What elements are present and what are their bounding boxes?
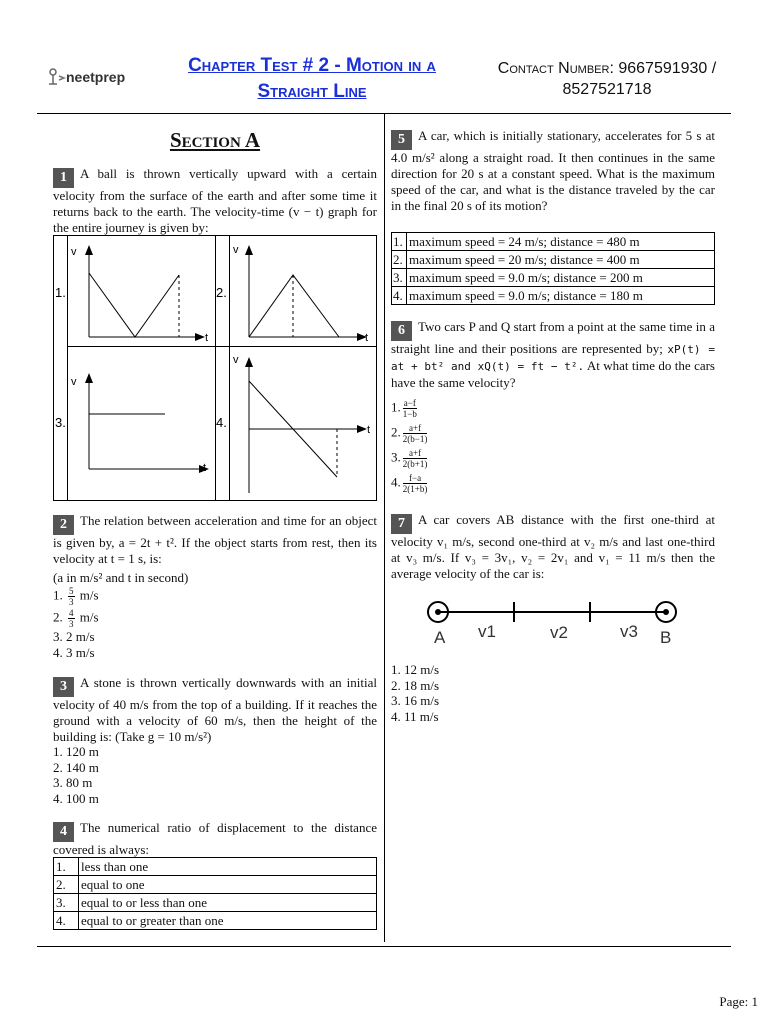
question-text-2: At what time do the cars have the same velocity? (391, 358, 715, 390)
question-7 (391, 512, 715, 582)
fraction: $\frac{f-a}{2(1+b)}$ (402, 473, 428, 494)
question-5 (391, 128, 715, 214)
question-text: A car, which is initially stationary, accelerates for 5 s at 4.0 m/s² along a straight road. It then continues in the same direction for 20 s at a constant speed. What is the maximum speed of the car, and what is the distance traveled by the car in the final 20 s of its motion? (391, 128, 715, 213)
question-2 (53, 513, 377, 567)
v1-label: v1 (478, 622, 496, 641)
q7-distance-diagram (418, 592, 688, 652)
q2-option-2[interactable] (53, 608, 99, 629)
contact-label: Contact Number (497, 60, 610, 77)
t-axis-label: t (365, 332, 369, 344)
title-line-1[interactable]: Chapter Test # 2 - Motion in a (188, 55, 436, 76)
position-equation: xP(t) = at + bt² and xQ(t) = ft − t². (391, 343, 715, 373)
q2-note: (a in m/s² and t in second) (53, 570, 189, 585)
q7-option-4[interactable]: 4. 11 m/s (391, 708, 439, 724)
question-number-badge: 2 (53, 515, 74, 535)
fraction: $\frac{4}{3}$ (69, 608, 74, 629)
question-number-badge: 1 (53, 168, 74, 188)
question-1 (53, 166, 377, 236)
question-number-badge: 4 (53, 822, 74, 842)
v-axis-label: v (233, 244, 239, 256)
option-unit: m/s (79, 587, 99, 603)
q4-options-table (53, 857, 377, 930)
v2-label: v2 (550, 623, 568, 642)
q3-options (53, 744, 99, 806)
q6-option-4[interactable]: 4. $\frac{f-a}{2(1+b)}$ (391, 473, 428, 494)
t-axis-label: t (367, 424, 371, 436)
question-text: A stone is thrown vertically downwards with an initial velocity of 40 m/s from the top of a building. If it reaches the ground with a velocity of 60 m/s, then the height of the building is: (Take g = 10 m/s²) (53, 675, 377, 744)
q6-option-3[interactable]: 3. $\frac{a+f}{2(b+1)}$ (391, 448, 428, 469)
q6-option-2[interactable]: 2. $\frac{a+f}{2(b-1)}$ (391, 423, 428, 444)
option-label-4: 4. (216, 415, 227, 430)
logo (44, 64, 144, 90)
q3-option-2[interactable]: 2. 140 m (53, 759, 99, 775)
t-axis-label: t (205, 332, 209, 344)
option-number: 2. (53, 609, 63, 625)
q1-graph-grid (53, 235, 377, 501)
q4-option-3[interactable]: 3. equal to or less than one (54, 894, 377, 912)
footer-rule (37, 946, 731, 947)
q5-options-table (391, 232, 715, 305)
graph-option-1[interactable] (71, 245, 208, 344)
question-number-badge: 3 (53, 677, 74, 697)
q4-option-2[interactable]: 2. equal to one (54, 876, 377, 894)
graph-option-4[interactable] (233, 354, 370, 493)
page-number: Page: 1 (719, 994, 758, 1009)
graph-option-3[interactable] (71, 373, 209, 474)
question-text: A ball is thrown vertically upward with a certain velocity from the surface of the earth and after some time it returns back to the earth. The velocity-time (v − t) graph for the entire journey is given by: (53, 166, 377, 235)
question-6 (391, 319, 715, 391)
option-number: 1. (53, 587, 63, 603)
section-heading: Section A (169, 128, 261, 152)
q3-option-4[interactable]: 4. 100 m (53, 790, 99, 806)
option-unit: m/s (79, 609, 99, 625)
v-axis-label: v (71, 246, 77, 258)
q2-option-3[interactable]: 3. 2 m/s (53, 629, 95, 644)
option-label-1: 1. (55, 285, 66, 300)
q5-option-4[interactable]: 4. maximum speed = 9.0 m/s; distance = 180 m (392, 287, 715, 305)
point-a-label: A (434, 628, 446, 647)
option-label-3: 3. (55, 415, 66, 430)
question-number-badge: 5 (391, 130, 412, 150)
q4-option-1[interactable]: 1. less than one (54, 858, 377, 876)
question-text: The relation between acceleration and time for an object is given by, a = 2t + t². If the object starts from rest, then its velocity at t = 1 s, is: (53, 513, 377, 566)
q3-option-3[interactable]: 3. 80 m (53, 775, 93, 791)
v-axis-label: v (71, 376, 77, 388)
t-axis-label: t (203, 462, 207, 474)
question-text: A car covers AB distance with the first one-third at velocity v₁ m/s, second one-third at v₂ m/s and last one-third at v₃ m/s. If v₃ = 3v₁, v₂ = 2v₁ and v₁ = 11 m/s then the average velocity of the car is: (391, 512, 715, 581)
question-text: Two cars P and Q start from a point at the same time in a straight line and their positions are represented by; (391, 319, 715, 356)
graph-option-2[interactable] (233, 244, 368, 344)
question-number-badge: 6 (391, 321, 412, 341)
contact-line-2: 8527521718 (562, 81, 652, 98)
q7-option-2[interactable]: 2. 18 m/s (391, 677, 440, 693)
title-line-2[interactable]: Straight Line (257, 81, 367, 102)
q7-option-3[interactable]: 3. 16 m/s (391, 693, 440, 709)
q5-option-1[interactable]: 1. maximum speed = 24 m/s; distance = 480 m (392, 233, 715, 251)
q4-option-4[interactable]: 4. equal to or greater than one (54, 912, 377, 930)
v3-label: v3 (620, 622, 638, 641)
q2-option-4[interactable]: 4. 3 m/s (53, 645, 95, 660)
q7-option-1[interactable]: 1. 12 m/s (391, 662, 440, 677)
q2-option-1[interactable] (53, 586, 99, 607)
fraction: $\frac{5}{3}$ (69, 586, 74, 607)
point-b-label: B (660, 628, 672, 647)
q6-options (391, 398, 429, 498)
v-axis-label: v (233, 354, 239, 366)
contact-line-1: : 9667591930 / (609, 60, 717, 77)
question-text: The numerical ratio of displacement to the distance covered is always: (53, 820, 377, 857)
neetprep-logo-icon (44, 64, 144, 90)
q5-option-2[interactable]: 2. maximum speed = 20 m/s; distance = 400 m (392, 251, 715, 269)
logo-text: neetprep (66, 69, 126, 85)
question-4 (53, 820, 377, 858)
option-label-2: 2. (216, 285, 227, 300)
contact-number (476, 58, 738, 100)
q3-option-1[interactable]: 1. 120 m (53, 744, 99, 759)
question-number-badge: 7 (391, 514, 412, 534)
page-title[interactable] (150, 53, 474, 105)
column-divider (384, 114, 385, 942)
fraction: $\frac{a+f}{2(b-1)}$ (402, 423, 428, 444)
fraction: $\frac{a-f}{1-b}$ (402, 398, 417, 419)
q7-options (391, 662, 439, 724)
q5-option-3[interactable]: 3. maximum speed = 9.0 m/s; distance = 200 m (392, 269, 715, 287)
question-3 (53, 675, 377, 745)
q6-option-1[interactable]: 1. $\frac{a-f}{1-b}$ (391, 398, 417, 419)
fraction: $\frac{a+f}{2(b+1)}$ (402, 448, 428, 469)
